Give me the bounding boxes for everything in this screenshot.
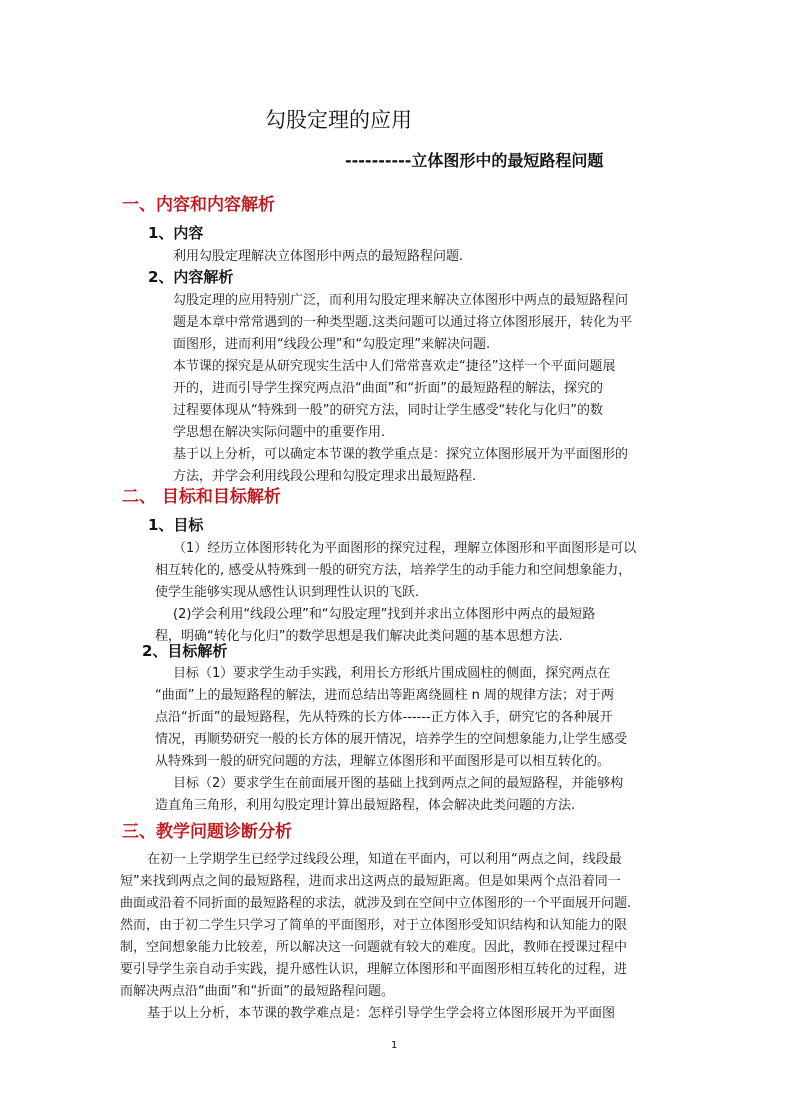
paragraph-line: 目标（2）要求学生在前面展开图的基础上找到两点之间的最短路程，并能够构 xyxy=(173,776,624,791)
subsection-heading: 2、内容解析 xyxy=(148,268,234,286)
subsection-heading: 1、目标 xyxy=(148,516,204,534)
paragraph-line: 勾股定理的应用特别广泛，而利用勾股定理来解决立体图形中两点的最短路程问 xyxy=(173,293,629,308)
paragraph-line: 基于以上分析，可以确定本节课的教学重点是：探究立体图形展开为平面图形的 xyxy=(173,447,629,462)
paragraph-line: （1）经历立体图形转化为平面图形的探究过程，理解立体图形和平面图形是可以 xyxy=(173,541,637,556)
page-title: 勾股定理的应用 xyxy=(265,108,412,132)
paragraph-line: 然而，由于初二学生只学习了简单的平面图形，对于立体图形受知识结构和认知能力的限 xyxy=(120,918,628,933)
paragraph-line: 面图形，进而利用“线段公理”和“勾股定理”来解决问题. xyxy=(173,337,491,352)
paragraph-line: “曲面”上的最短路程的解法，进而总结出等距离绕圆柱 n 周的规律方法；对于两 xyxy=(155,688,614,703)
paragraph-line: 而解决两点沿“曲面”和“折面”的最短路程问题。 xyxy=(120,984,394,999)
paragraph-line: 方法，并学会利用线段公理和勾股定理求出最短路程. xyxy=(173,469,477,484)
paragraph-line: 在初一上学期学生已经学过线段公理，知道在平面内，可以利用“两点之间，线段最 xyxy=(147,852,622,867)
subsection-heading: 1、内容 xyxy=(148,224,204,242)
paragraph-line: 点沿“折面”的最短路程，先从特殊的长方体------正方体入手，研究它的各种展开 xyxy=(155,710,613,725)
paragraph-line: 要引导学生亲自动手实践，提升感性认识，理解立体图形和平面图形相互转化的过程，进 xyxy=(120,962,628,977)
paragraph-line: 题是本章中常常遇到的一种类型题.这类问题可以通过将立体图形展开，转化为平 xyxy=(173,315,633,330)
paragraph-line: 基于以上分析，本节课的教学难点是：怎样引导学生学会将立体图形展开为平面图 xyxy=(147,1006,616,1021)
paragraph-line: 使学生能够实现从感性认识到理性认识的飞跃. xyxy=(155,585,420,600)
section-heading-2: 二、 目标和目标解析 xyxy=(122,487,281,507)
paragraph-line: 曲面或沿着不同折面的最短路程的求法，就涉及到在空间中立体图形的一个平面展开问题. xyxy=(120,896,632,911)
paragraph-line: 情况，再顺势研究一般的长方体的展开情况，培养学生的空间想象能力,让学生感受 xyxy=(155,732,628,747)
page-number: 1 xyxy=(391,1040,398,1051)
paragraph-line: 制，空间想象能力比较差，所以解决这一问题就有较大的难度。因此，教师在授课过程中 xyxy=(120,940,628,955)
paragraph-line: 程，明确“转化与化归”的数学思想是我们解决此类问题的基本思想方法. xyxy=(155,629,563,644)
paragraph-line: 目标（1）要求学生动手实践，利用长方形纸片围成圆柱的侧面，探究两点在 xyxy=(173,666,611,681)
paragraph-line: 开的，进而引导学生探究两点沿“曲面”和“折面”的最短路程的解法，探究的 xyxy=(173,381,603,396)
section-heading-1: 一、内容和内容解析 xyxy=(122,195,275,215)
paragraph-line: 相互转化的, 感受从特殊到一般的研究方法，培养学生的动手能力和空间想象能力， xyxy=(155,563,632,578)
page-subtitle: ----------立体图形中的最短路程问题 xyxy=(345,151,604,170)
paragraph-line: (2)学会利用“线段公理”和“勾股定理”找到并求出立体图形中两点的最短路 xyxy=(173,607,596,622)
paragraph-line: 过程要体现从“特殊到一般”的研究方法，同时让学生感受“转化与化归”的数 xyxy=(173,403,603,418)
paragraph-line: 学思想在解决实际问题中的重要作用. xyxy=(173,425,386,440)
section-heading-3: 三、教学问题诊断分析 xyxy=(122,822,292,842)
paragraph-line: 造直角三角形，利用勾股定理计算出最短路程，体会解决此类问题的方法. xyxy=(155,798,576,813)
paragraph-line: 从特殊到一般的研究问题的方法，理解立体图形和平面图形是可以相互转化的。 xyxy=(155,754,611,769)
paragraph-line: 本节课的探究是从研究现实生活中人们常常喜欢走“捷径”这样一个平面问题展 xyxy=(173,359,616,374)
paragraph-line: 利用勾股定理解决立体图形中两点的最短路程问题. xyxy=(173,249,464,264)
paragraph-line: 短”来找到两点之间的最短路程，进而求出这两点的最短距离。但是如果两个点沿着同一 xyxy=(120,874,621,889)
subsection-heading: 2、目标解析 xyxy=(142,642,228,660)
